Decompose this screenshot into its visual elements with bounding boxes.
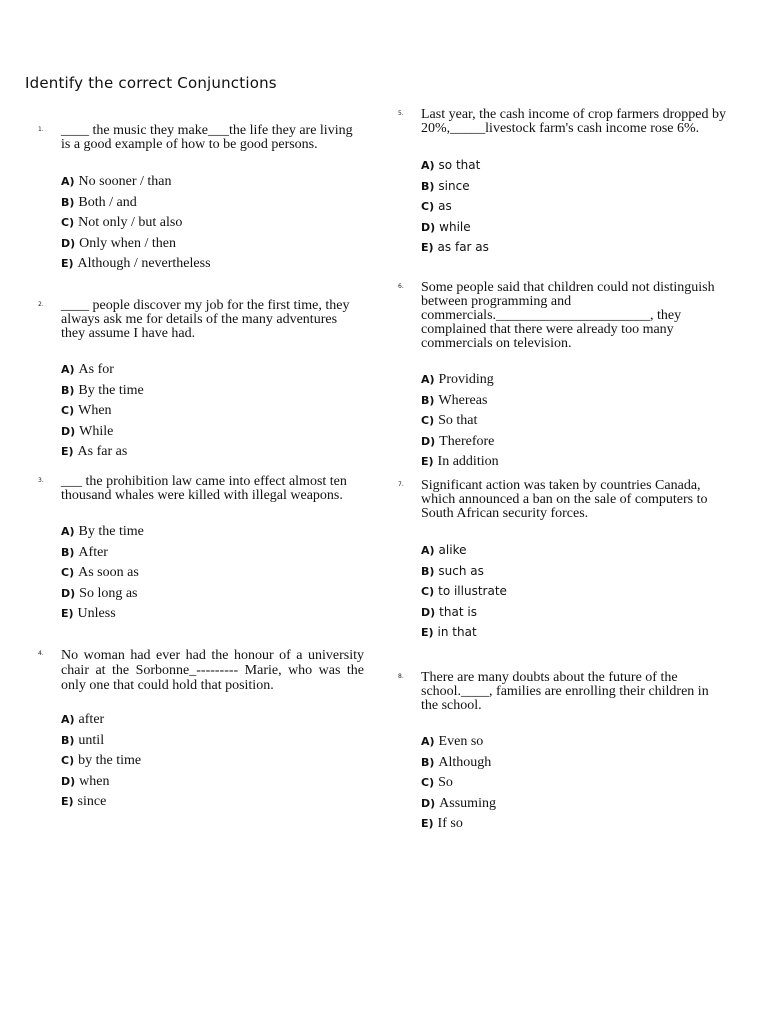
option-c[interactable] — [421, 411, 728, 432]
option-c[interactable] — [421, 196, 728, 217]
option-e[interactable] — [421, 452, 728, 473]
option-letter: B) — [421, 755, 435, 769]
question-7 — [398, 479, 728, 643]
question-text: There are many doubts about the future of the school.____, families are enrolling their children in the school. — [421, 670, 709, 713]
option-letter: A) — [61, 525, 75, 538]
option-text: Although — [438, 754, 492, 770]
option-letter: C) — [61, 216, 75, 229]
question-5 — [398, 108, 728, 258]
option-c[interactable] — [61, 213, 364, 234]
option-a[interactable] — [421, 155, 728, 176]
option-e[interactable] — [421, 814, 728, 835]
option-text: after — [78, 712, 105, 727]
option-letter: E) — [61, 607, 74, 620]
option-letter: C) — [421, 585, 435, 598]
option-letter: B) — [61, 195, 75, 209]
option-letter: A) — [421, 544, 435, 557]
option-text: since — [438, 178, 470, 193]
option-text: After — [78, 544, 108, 560]
option-text: when — [79, 773, 110, 789]
option-letter: D) — [421, 605, 436, 619]
question-8 — [398, 671, 728, 835]
option-c[interactable] — [61, 401, 364, 422]
option-text: Therefore — [439, 433, 495, 449]
option-letter: E) — [61, 795, 74, 808]
option-d[interactable] — [61, 772, 364, 793]
option-text: Both / and — [78, 194, 137, 210]
option-letter: B) — [61, 545, 75, 559]
option-e[interactable] — [61, 254, 364, 275]
option-text: in that — [437, 625, 477, 639]
question-1 — [38, 124, 364, 275]
option-letter: E) — [61, 257, 74, 270]
option-c[interactable] — [421, 773, 728, 794]
option-text: As far as — [77, 444, 128, 459]
option-letter: D) — [61, 586, 76, 600]
option-b[interactable] — [421, 561, 728, 582]
option-b[interactable] — [61, 731, 364, 752]
option-text: No sooner / than — [78, 174, 172, 189]
option-a[interactable] — [61, 710, 364, 731]
option-text: Not only / but also — [78, 215, 183, 230]
option-d[interactable] — [61, 584, 364, 605]
option-letter: D) — [421, 796, 436, 810]
option-letter: A) — [61, 363, 75, 376]
option-letter: E) — [421, 455, 434, 468]
option-b[interactable] — [421, 391, 728, 412]
option-b[interactable] — [61, 543, 364, 564]
option-letter: A) — [421, 373, 435, 386]
options-list — [61, 710, 364, 813]
option-letter: C) — [61, 566, 75, 579]
question-2 — [38, 299, 364, 463]
worksheet-title: Identify the correct Conjunctions — [25, 74, 277, 92]
option-a[interactable] — [421, 732, 728, 753]
option-text: Only when / then — [79, 235, 176, 251]
option-letter: E) — [421, 817, 434, 830]
option-e[interactable] — [421, 622, 728, 643]
option-letter: B) — [421, 564, 435, 578]
option-b[interactable] — [421, 176, 728, 197]
option-a[interactable] — [421, 370, 728, 391]
option-text: As soon as — [78, 565, 139, 580]
option-d[interactable] — [421, 602, 728, 623]
option-text: When — [78, 403, 112, 418]
option-e[interactable] — [61, 792, 364, 813]
option-text: By the time — [78, 524, 144, 539]
options-list — [421, 540, 728, 643]
option-letter: D) — [421, 220, 436, 234]
option-a[interactable] — [61, 172, 364, 193]
option-text: until — [78, 732, 105, 748]
option-letter: C) — [61, 754, 75, 767]
option-text: So long as — [79, 585, 138, 601]
option-letter: C) — [421, 200, 435, 213]
option-a[interactable] — [421, 540, 728, 561]
option-text: So — [438, 775, 453, 790]
option-letter: A) — [421, 735, 435, 748]
question-3 — [38, 475, 364, 625]
option-e[interactable] — [61, 442, 364, 463]
option-letter: E) — [421, 626, 434, 639]
option-text: by the time — [78, 753, 142, 768]
option-text: as far as — [437, 240, 489, 254]
option-text: So that — [438, 413, 478, 428]
option-d[interactable] — [421, 432, 728, 453]
option-letter: D) — [61, 236, 76, 250]
option-d[interactable] — [61, 234, 364, 255]
option-a[interactable] — [61, 360, 364, 381]
option-d[interactable] — [421, 217, 728, 238]
question-text: ____ the music they make___the life they are living is a good example of how to be good persons. — [61, 123, 353, 152]
option-letter: C) — [421, 414, 435, 427]
question-number: 3. — [38, 477, 44, 484]
question-text: Significant action was taken by countries Canada, which announced a ban on the sale of computers to South African security forces. — [421, 478, 708, 521]
question-4 — [38, 648, 364, 813]
option-b[interactable] — [61, 193, 364, 214]
option-letter: C) — [61, 404, 75, 417]
option-letter: E) — [61, 445, 74, 458]
option-letter: E) — [421, 241, 434, 254]
option-letter: D) — [61, 774, 76, 788]
option-letter: B) — [421, 179, 435, 193]
option-b[interactable] — [421, 753, 728, 774]
option-b[interactable] — [61, 381, 364, 402]
option-c[interactable] — [421, 581, 728, 602]
option-text: As for — [78, 362, 114, 377]
option-text: Assuming — [439, 795, 496, 811]
question-number: 4. — [38, 650, 44, 657]
option-text: Unless — [77, 606, 116, 621]
option-text: as — [438, 199, 452, 213]
option-letter: D) — [61, 424, 76, 438]
option-letter: A) — [61, 175, 75, 188]
question-number: 5. — [398, 110, 404, 117]
option-text: so that — [438, 158, 481, 172]
question-number: 6. — [398, 283, 404, 290]
option-text: while — [439, 219, 471, 234]
option-letter: D) — [421, 434, 436, 448]
question-number: 7. — [398, 481, 404, 488]
question-number: 1. — [38, 126, 44, 133]
option-text: to illustrate — [438, 584, 507, 598]
option-text: Even so — [438, 734, 484, 749]
option-letter: A) — [421, 159, 435, 172]
question-text: ___ the prohibition law came into effect almost ten thousand whales were killed with illegal weapons. — [61, 474, 347, 503]
option-text: such as — [438, 563, 484, 578]
question-text: Some people said that children could not distinguish between programming and commercials.______________________, they complained that there were already too many commercials on television. — [421, 280, 715, 351]
options-list — [61, 172, 364, 275]
option-c[interactable] — [61, 751, 364, 772]
option-letter: C) — [421, 776, 435, 789]
option-text: If so — [437, 816, 463, 831]
option-text: Whereas — [438, 392, 488, 408]
option-letter: A) — [61, 713, 75, 726]
option-text: In addition — [437, 454, 499, 469]
options-list — [61, 360, 364, 463]
option-text: Although / nevertheless — [77, 256, 211, 271]
question-number: 8. — [398, 673, 404, 680]
option-letter: B) — [61, 383, 75, 397]
options-list — [421, 155, 728, 258]
option-text: since — [77, 794, 107, 809]
option-a[interactable] — [61, 522, 364, 543]
option-letter: B) — [61, 733, 75, 747]
option-e[interactable] — [421, 237, 728, 258]
option-text: alike — [438, 543, 467, 557]
option-text: By the time — [78, 382, 144, 398]
question-text: Last year, the cash income of crop farmers dropped by 20%,_____livestock farm's cash income rose 6%. — [421, 107, 726, 136]
option-text: that is — [439, 604, 477, 619]
option-d[interactable] — [421, 794, 728, 815]
question-text: No woman had ever had the honour of a university chair at the Sorbonne_--------- Marie, who was the only one that could hold that position. — [61, 648, 364, 693]
question-number: 2. — [38, 301, 44, 308]
option-text: While — [79, 423, 114, 439]
option-c[interactable] — [61, 563, 364, 584]
option-letter: B) — [421, 393, 435, 407]
question-6 — [398, 281, 728, 473]
options-list — [61, 522, 364, 625]
option-d[interactable] — [61, 422, 364, 443]
option-text: Providing — [438, 372, 494, 387]
question-text: ____ people discover my job for the first time, they always ask me for details of the many adventures they assume I have had. — [61, 298, 350, 341]
options-list — [421, 732, 728, 835]
option-e[interactable] — [61, 604, 364, 625]
options-list — [421, 370, 728, 473]
